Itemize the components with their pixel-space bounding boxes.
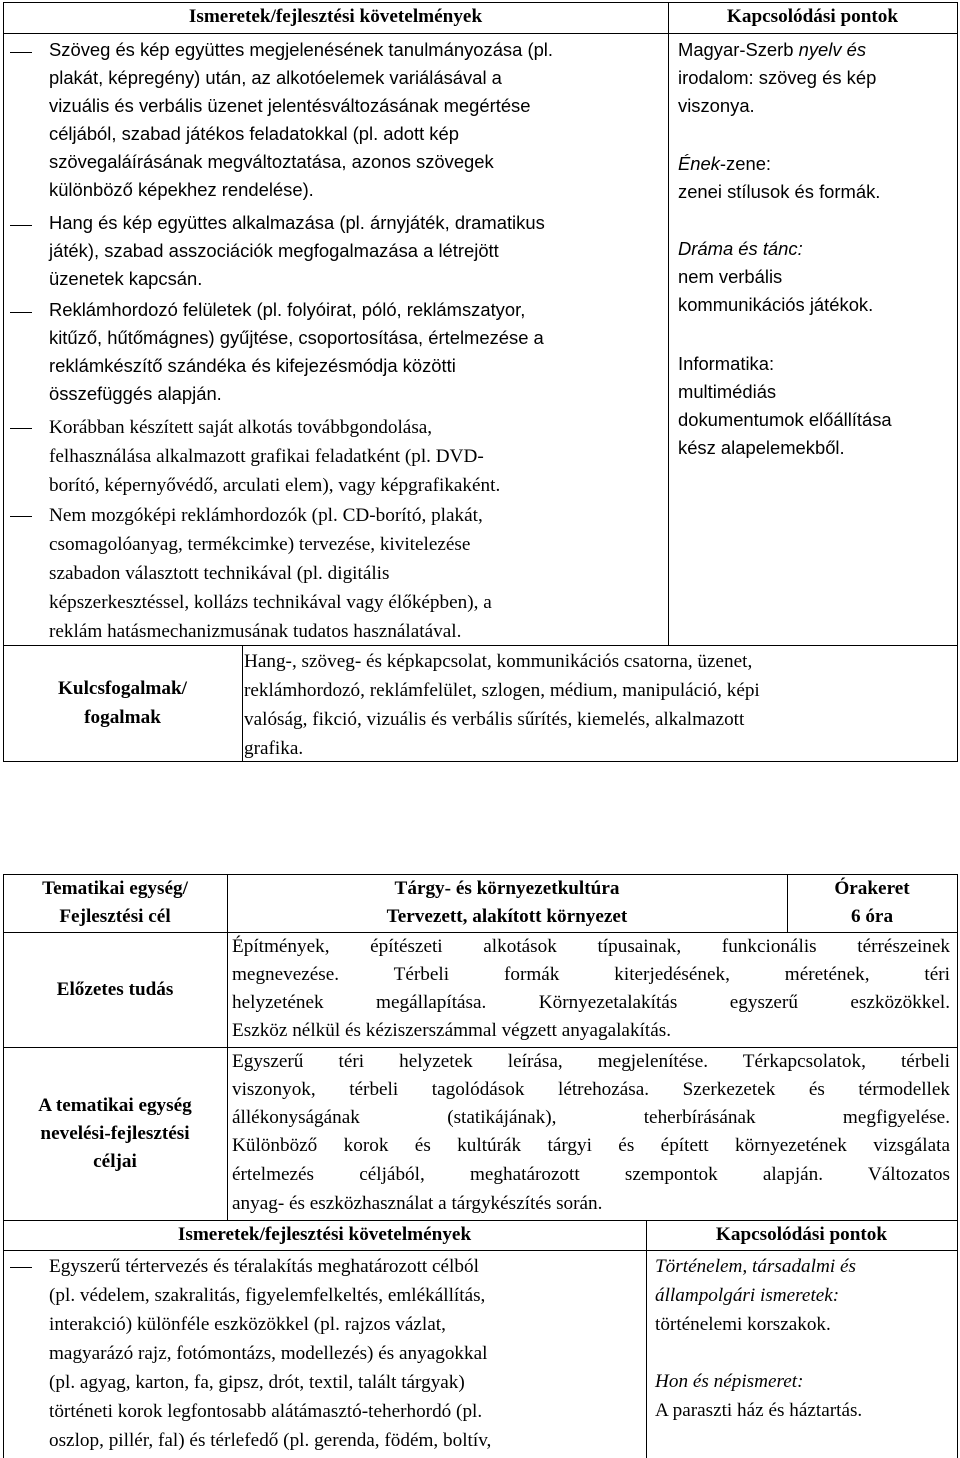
list-item-line: (pl. védelem, szakralitás, figyelemfelkeltés, emlékállítás, <box>49 1285 486 1306</box>
prior-knowledge-text: Építmények, építészeti alkotások típusainak, funkcionális térrészeinek <box>232 936 950 957</box>
list-item-line: történeti korok legfontosabb alátámasztó-teherhordó (pl. <box>49 1401 483 1422</box>
list-item-line: csomagolóanyag, termékcimke) tervezése, kivitelezése <box>49 534 471 555</box>
goals-text-line: anyag- és eszközhasználat a tárgykészítés során. <box>232 1193 603 1214</box>
list-item-line: üzenetek kapcsán. <box>49 268 203 289</box>
connection-item: Dráma és tánc: <box>678 238 803 259</box>
connection-item-line: multimédiás <box>678 381 777 402</box>
list-item-line: összefüggés alapján. <box>49 383 222 404</box>
unit-title: Tárgy- és környezetkultúra <box>394 878 620 899</box>
connection-item: Hon és népismeret: <box>655 1371 804 1392</box>
goals-label: A tematikai egység <box>38 1095 192 1116</box>
bullet-dash <box>10 225 32 226</box>
list-item: Egyszerű tértervezés és téralakítás meghatározott célból <box>49 1256 479 1277</box>
bullet-dash <box>10 428 32 429</box>
list-item-line: céljából, szabad játékos feladatokkal (pl. adott kép <box>49 123 459 144</box>
unit-subtitle: Tervezett, alakított környezet <box>386 906 628 927</box>
list-item-line: felhasználása alkalmazott grafikai feladatként (pl. DVD- <box>49 446 484 467</box>
list-item: Nem mozgóképi reklámhordozók (pl. CD-borító, plakát, <box>49 505 483 526</box>
prior-knowledge-label: Előzetes tudás <box>56 979 174 1000</box>
goals-text-line: állékonyságának (statikájának), teherbírásának megfigyelése. <box>232 1107 950 1128</box>
connection-item-line: állampolgári ismeretek: <box>655 1285 840 1306</box>
list-item: Reklámhordozó felületek (pl. folyóirat, póló, reklámszatyor, <box>49 299 526 320</box>
prior-knowledge-text-line: Eszköz nélkül és kéziszerszámmal végzett anyagalakítás. <box>232 1020 671 1041</box>
key-concepts-label-line: fogalmak <box>84 707 161 728</box>
list-item: Hang és kép együttes alkalmazása (pl. árnyjáték, dramatikus <box>49 212 545 233</box>
hours-value: 6 óra <box>850 906 894 927</box>
connection-item-line: A paraszti ház és háztartás. <box>655 1400 863 1421</box>
key-concepts-text-line: valóság, fikció, vizuális és verbális sűrítés, kiemelés, alkalmazott <box>244 709 745 730</box>
connection-item-line: dokumentumok előállítása <box>678 409 892 430</box>
connection-item-line: irodalom: szöveg és kép <box>678 67 877 88</box>
goals-text-line: értelmezés céljából, meghatározott szempontok alapján. Változatos <box>232 1164 950 1185</box>
unit-label-line: Fejlesztési cél <box>59 906 171 927</box>
list-item-line: képszerkesztéssel, kollázs technikával vagy élőképben), a <box>49 592 492 613</box>
list-item-line: szövegaláírásának megváltoztatása, azonos szövegek <box>49 151 494 172</box>
hours-label: Órakeret <box>834 878 910 899</box>
list-item: Korábban készített saját alkotás továbbgondolása, <box>49 417 433 438</box>
key-concepts-text: Hang-, szöveg- és képkapcsolat, kommunikációs csatorna, üzenet, <box>244 651 753 672</box>
column-header-requirements: Ismeretek/fejlesztési követelmények <box>188 6 483 27</box>
connection-item-line: zenei stílusok és formák. <box>678 181 881 202</box>
bullet-dash <box>10 1267 32 1268</box>
list-item-line: szabadon választott technikával (pl. digitális <box>49 563 390 584</box>
list-item-line: (pl. agyag, karton, fa, gipsz, drót, textil, talált tárgyak) <box>49 1372 465 1393</box>
connection-item-line: történelemi korszakok. <box>655 1314 831 1335</box>
column-header-connections: Kapcsolódási pontok <box>726 6 899 27</box>
bullet-dash <box>10 312 32 313</box>
list-item-line: játék), szabad asszociációk megfogalmazása a létrejött <box>49 240 499 261</box>
unit-label: Tematikai egység/ <box>42 878 188 899</box>
key-concepts-text-line: reklámhordozó, reklámfelület, szlogen, médium, manipuláció, képi <box>244 680 760 701</box>
list-item-line: oszlop, pillér, fal) és térlefedő (pl. gerenda, födém, boltív, <box>49 1430 492 1451</box>
list-item-line: különböző képekhez rendelése). <box>49 179 314 200</box>
goals-text-line: Különböző korok és kultúrák tárgyi és épített környezetének vizsgálata <box>232 1135 950 1156</box>
connection-item-line: nem verbális <box>678 266 783 287</box>
connection-item: Magyar-Szerb nyelv és <box>678 39 867 60</box>
list-item-line: interakció) különféle eszközökkel (pl. rajzos vázlat, <box>49 1314 446 1335</box>
list-item: Szöveg és kép együttes megjelenésének tanulmányozása (pl. <box>49 39 554 60</box>
list-item-line: vizuális és verbális üzenet jelentésváltozásának megértése <box>49 95 531 116</box>
key-concepts-label: Kulcsfogalmak/ <box>58 678 187 699</box>
connection-item-line: kész alapelemekből. <box>678 437 845 458</box>
list-item-line: reklámkészítő szándéka és kifejezésmódja közötti <box>49 355 456 376</box>
column-header-requirements: Ismeretek/fejlesztési követelmények <box>177 1224 472 1245</box>
bullet-dash <box>10 516 32 517</box>
connection-item: Ének-zene: <box>678 153 772 174</box>
connection-item: Informatika: <box>678 353 775 374</box>
column-header-connections: Kapcsolódási pontok <box>715 1224 888 1245</box>
key-concepts-text-line: grafika. <box>244 738 304 759</box>
list-item-line: plakát, képregény) után, az alkotóelemek variálásával a <box>49 67 502 88</box>
connection-item: Történelem, társadalmi és <box>655 1256 856 1277</box>
prior-knowledge-text-line: helyzetének megállapítása. Környezetalakítás egyszerű eszközökkel. <box>232 992 950 1013</box>
goals-text: Egyszerű téri helyzetek leírása, megjelenítése. Térkapcsolatok, térbeli <box>232 1051 950 1072</box>
prior-knowledge-text-line: megnevezése. Térbeli formák kiterjedésének, méretének, téri <box>232 964 950 985</box>
goals-text-line: viszonyok, térbeli tagolódások létrehozása. Szerkezetek és térmodellek <box>232 1079 950 1100</box>
goals-label-line: céljai <box>93 1151 137 1172</box>
connection-item-line: kommunikációs játékok. <box>678 294 874 315</box>
goals-label-line: nevelési-fejlesztési <box>40 1123 190 1144</box>
list-item-line: borító, képernyővédő, arculati elem), vagy képgrafikaként. <box>49 475 501 496</box>
list-item-line: reklám hatásmechanizmusának tudatos használatával. <box>49 621 462 642</box>
list-item-line: magyarázó rajz, fotómontázs, modellezés) és anyagokkal <box>49 1343 488 1364</box>
bullet-dash <box>10 52 32 53</box>
connection-item-line: viszonya. <box>678 95 755 116</box>
list-item-line: kitűző, hűtőmágnes) gyűjtése, csoportosítása, értelmezése a <box>49 327 544 348</box>
